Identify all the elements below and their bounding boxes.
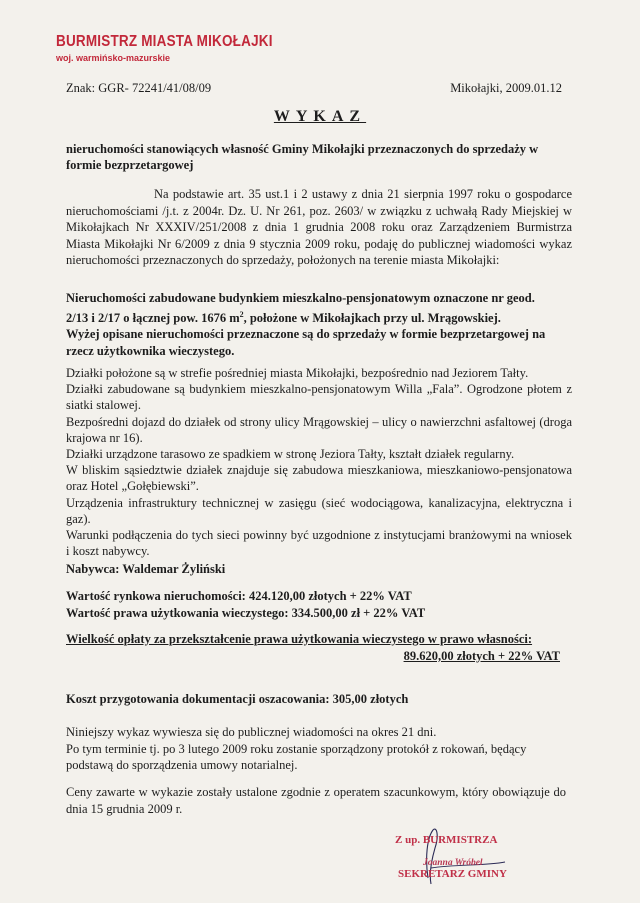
document-subtitle: nieruchomości stanowiących własność Gminy Mikołajki przeznaczonych do sprzedaży w formie bezprzetargowej (66, 142, 539, 172)
property-line-1: Nieruchomości zabudowane budynkiem mieszkalno-pensjonatowym oznaczone nr geod. (66, 291, 535, 305)
property-description (66, 290, 576, 360)
market-value: Wartość rynkowa nieruchomości: 424.120,00 złotych + 22% VAT (66, 589, 412, 603)
signature-line-authority: Z up. BURMISTRZA (395, 834, 498, 846)
detail-paragraph: W bliskim sąsiedztwie działek znajduje się zabudowa mieszkaniowa, mieszkaniowo-pensjonatowa oraz Hotel „Gołębiewski”. (66, 463, 572, 494)
detail-paragraph: Bezpośredni dojazd do działek od strony ulicy Mrągowskiej – ulicy o nawierzchni asfaltowej (droga krajowa nr 16). (66, 414, 572, 445)
place-date: Mikołajki, 2009.01.12 (450, 81, 562, 95)
stamp-title: BURMISTRZ MIASTA MIKOŁAJKI (56, 32, 273, 50)
intro-paragraph: Na podstawie art. 35 ust.1 i 2 ustawy z dnia 21 sierpnia 1997 roku o gospodarce nieruchomościami /j.t. z 2004r. Dz. U. Nr 261, poz. 2603/ w związku z uchwałą Rady Miejskiej w Mikołajkach Nr XXXIV/251/2008 z dnia 1 grudnia 2008 roku oraz Zarządzeniem Burmistrza Miasta Mikołajki Nr 6/2009 z dnia 9 stycznia 2009 roku, podaję do publicznej wiadomości wykaz nieruchomości przeznaczonych do sprzedaży, położonych na terenie miasta Mikołajki: (66, 187, 572, 268)
detail-paragraph: Działki urządzone tarasowo ze spadkiem w stronę Jeziora Tałty, kształt działek regularny. (66, 447, 515, 462)
buyer-name: Nabywca: Waldemar Żyliński (66, 562, 226, 576)
detail-paragraph: Działki zabudowane są budynkiem mieszkalno-pensjonatowym Willa „Fala”. Ogrodzone płotem z siatki stalowej. (66, 382, 572, 413)
property-line-2: 2/13 i 2/17 o łącznej pow. 1676 $m^2$, położone w Mikołajkach przy ul. Mrągowskiej. (66, 309, 501, 325)
property-line-3: Wyżej opisane nieruchomości przeznaczone są do sprzedaży w formie bezprzetargowej na rzecz użytkownika wieczystego. (66, 327, 546, 358)
signature-stamp (395, 828, 535, 888)
stamp-subtitle: woj. warmińsko-mazurskie (56, 53, 171, 63)
valuation-cost: Koszt przygotowania dokumentacji oszacowania: 305,00 złotych (66, 692, 409, 706)
publication-notice (66, 724, 572, 774)
detail-paragraph: Działki położone są w strefie pośredniej miasta Mikołajki, bezpośrednio nad Jeziorem Tałty. (66, 366, 529, 380)
notice-paragraph: Niniejszy wykaz wywiesza się do publicznej wiadomości na okres 21 dni. (66, 725, 437, 739)
fee-label: Wielkość opłaty za przekształcenie prawa użytkowania wieczystego w prawo własności: (66, 632, 533, 646)
property-details (66, 365, 572, 559)
mayor-stamp (56, 32, 273, 63)
document-title: WYKAZ (273, 108, 367, 125)
prices-paragraph: Ceny zawarte w wykazie zostały ustalone zgodnie z operatem szacunkowym, który obowiązuje do dnia 15 grudnia 2009 r. (66, 785, 566, 816)
detail-paragraph: Urządzenia infrastruktury technicznej w zasięgu (sieć wodociągowa, kanalizacyjna, elektryczna i gaz). (66, 495, 572, 526)
reference-number: Znak: GGR- 72241/41/08/09 (66, 81, 212, 95)
detail-paragraph: Warunki podłączenia do tych sieci powinny być uzgodnione z instytucjami branżowymi na wniosek i koszt nabywcy. (66, 528, 572, 559)
conversion-fee (66, 631, 560, 664)
fee-amount: 89.620,00 złotych + 22% VAT (403, 648, 560, 663)
signature-name: Joanna Wróbel (423, 858, 483, 868)
property-values (66, 588, 425, 621)
usufruct-value: Wartość prawa użytkowania wieczystego: 334.500,00 zł + 22% VAT (66, 605, 426, 620)
signature-line-title: SEKRETARZ GMINY (398, 868, 507, 880)
notice-paragraph: Po tym terminie tj. po 3 lutego 2009 roku zostanie sporządzony protokół z rokowań, będący podstawą do sporządzenia umowy notarialnej. (66, 741, 527, 773)
